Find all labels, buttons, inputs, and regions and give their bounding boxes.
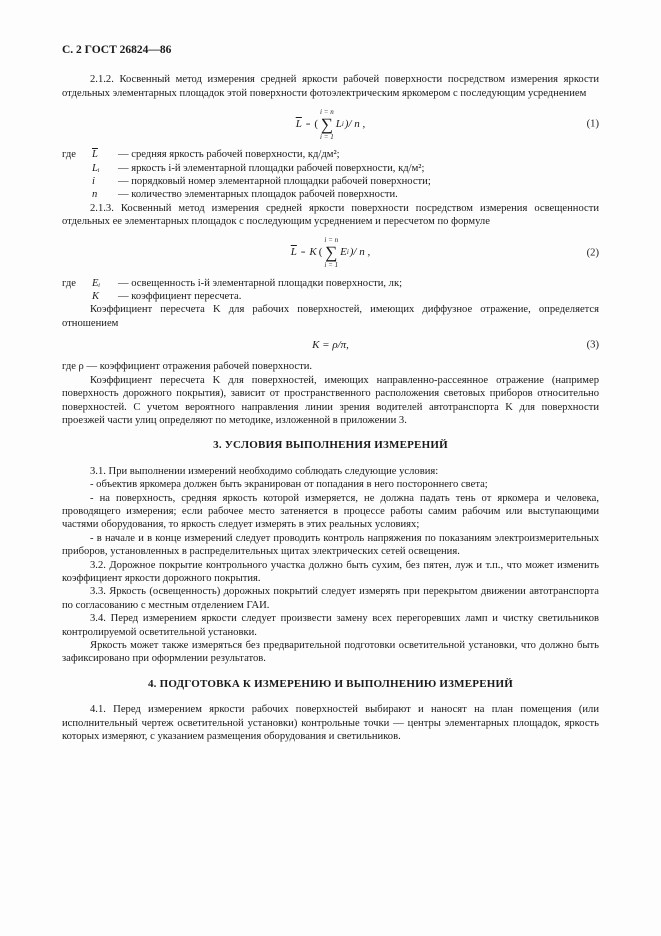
- formula-1-number: (1): [586, 118, 599, 130]
- formula-2-sum: [324, 236, 338, 269]
- definition-row: [62, 148, 599, 161]
- formula-2-term: E: [340, 245, 347, 258]
- formula-3-number: (3): [586, 339, 599, 351]
- formula-2-sigma: ∑: [325, 243, 338, 263]
- paragraph-3-4: 3.4. Перед измерением яркости следует произвести замену всех перегоревших ламп и чистку светильников контролируемой осветительной установки.: [62, 613, 599, 638]
- list-item: - в начале и в конце измерений следует проводить контроль напряжения по показаниям электроизмерительных приборов, установленных в распределительных щитах электрических сетей освещения.: [62, 532, 599, 558]
- formula-2-sum-bottom: i = 1: [324, 261, 339, 270]
- formula-1-sigma: ∑: [320, 114, 333, 134]
- definitions-1: [62, 148, 599, 202]
- paragraph-3-5: Яркость может также измеряться без предварительной подготовки осветительной установки, что должно быть зафиксировано при оформлении результатов.: [62, 640, 599, 665]
- formula-2-number: (2): [586, 246, 599, 258]
- list-item: - на поверхность, средняя яркость которой измеряется, не должна падать тень от яркомера и человека, проводящего измерения; если рабочее место затеняется в процессе работы самим рабочим или выступающими частями оборудования, то яркость следует измерять в этих реальных условиях;: [62, 492, 599, 531]
- formula-3: [62, 334, 599, 356]
- formula-2-rest: )/ n ,: [349, 245, 371, 258]
- definition-row: [62, 188, 599, 201]
- definition-symbol: K: [92, 291, 100, 303]
- formula-2-lhs: $\overline{L}$: [290, 245, 297, 258]
- paragraph-k-intro: Коэффициент пересчета K для рабочих поверхностей, имеющих диффузное отражение, определяется отношением: [62, 304, 599, 329]
- paragraph-3-1: 3.1. При выполнении измерений необходимо соблюдать следующие условия:: [90, 465, 439, 477]
- definition-lead: [62, 290, 92, 303]
- definition-row: [62, 175, 599, 188]
- definition-3: где ρ — коэффициент отражения рабочей поверхности.: [62, 361, 313, 373]
- paragraph-3-3: 3.3. Яркость (освещенность) дорожных покрытий следует измерять при перекрытом движении автотранспорта по согласованию с местным отделением ГАИ.: [62, 586, 599, 611]
- definition-row: [62, 162, 599, 175]
- formula-2-k: K: [309, 245, 317, 258]
- definition-lead: где: [62, 277, 76, 289]
- definition-row: [62, 277, 599, 290]
- definition-text: — освещенность i-й элементарной площадки поверхности, лк;: [118, 277, 403, 289]
- formula-1-term: L: [335, 117, 342, 130]
- paragraph-k-roads: Коэффициент пересчета K для поверхностей, имеющих направленно-рассеянное отражение (например поверхность дорожного покрытия), зависит от пространственного расположения световых приборов относительно поверхностей. С учетом вероятного направления линии зрения водителей автотранспорта K для поверхности проезжей части улиц определяют по методике, изложенной в приложении 3.: [62, 374, 599, 426]
- page-header: С. 2 ГОСТ 26824—86: [62, 44, 172, 56]
- paragraph-4-1: 4.1. Перед измерением яркости рабочих поверхностей выбирают и наносят на план помещения (или исполнительный чертеж осветительной установки) контрольные точки — центры элементарных площадок, яркость которых измеряют, с указанием размещения оборудования и светильников.: [62, 704, 599, 743]
- definition-row: [62, 290, 599, 303]
- formula-1-sum: [320, 108, 334, 141]
- definition-symbol: i: [92, 176, 95, 188]
- list-item: - объектив яркомера должен быть экранирован от попадания в него постороннего света;: [90, 479, 488, 491]
- definition-symbol: n: [92, 189, 98, 201]
- definition-symbol: $\overline{L}$: [92, 149, 98, 161]
- formula-2: [62, 235, 599, 271]
- definition-lead: [62, 175, 92, 188]
- definition-text: — яркость i-й элементарной площадки рабочей поверхности, кд/м²;: [118, 162, 425, 174]
- paragraph-3-2: 3.2. Дорожное покрытие контрольного участка должно быть сухим, без пятен, луж и т.п., что может изменить коэффициент яркости дорожного покрытия.: [62, 559, 599, 584]
- formula-1-open: (: [314, 117, 319, 130]
- formula-1-eq: =: [305, 119, 311, 129]
- formula-1-rest: )/ n ,: [344, 117, 366, 130]
- formula-1-term-sub: i: [341, 119, 344, 128]
- paragraph-2-1-2: 2.1.2. Косвенный метод измерения средней яркости рабочей поверхности посредством измерения яркости отдельных элементарных площадок этой поверхности фотоэлектрическим яркомером с последующим усреднением: [62, 74, 599, 99]
- formula-1-sum-top: i = n: [320, 107, 334, 116]
- formula-2-sum-top: i = n: [324, 236, 339, 245]
- definition-symbol: Eᵢ: [92, 277, 101, 289]
- formula-2-eq: =: [300, 247, 306, 257]
- formula-2-open: (: [318, 245, 323, 258]
- formula-1: [62, 106, 599, 142]
- definitions-2: [62, 277, 599, 304]
- section-3-heading: 3. УСЛОВИЯ ВЫПОЛНЕНИЯ ИЗМЕРЕНИЙ: [213, 439, 448, 452]
- definition-text: — коэффициент пересчета.: [118, 291, 242, 303]
- formula-2-term-sub: i: [346, 247, 349, 256]
- definition-lead: где: [62, 149, 76, 161]
- definition-text: — порядковый номер элементарной площадки рабочей поверхности;: [118, 176, 431, 188]
- definition-symbol: Lᵢ: [92, 162, 100, 174]
- definition-text: — средняя яркость рабочей поверхности, кд/дм²;: [118, 149, 340, 161]
- definition-text: — количество элементарных площадок рабочей поверхности.: [118, 189, 398, 201]
- paragraph-2-1-3: 2.1.3. Косвенный метод измерения средней яркости поверхности посредством измерения освещенности отдельных ее элементарных площадок с последующим усреднением и пересчетом по формуле: [62, 202, 599, 228]
- formula-3-body: K = ρ/π,: [312, 338, 349, 351]
- formula-1-lhs: $\overline{L}$: [295, 117, 302, 130]
- definition-lead: [62, 188, 92, 201]
- formula-1-sum-bottom: i = 1: [320, 132, 334, 141]
- section-4-heading: 4. ПОДГОТОВКА К ИЗМЕРЕНИЮ И ВЫПОЛНЕНИЮ ИЗМЕРЕНИЙ: [147, 677, 514, 690]
- definition-lead: [62, 162, 92, 175]
